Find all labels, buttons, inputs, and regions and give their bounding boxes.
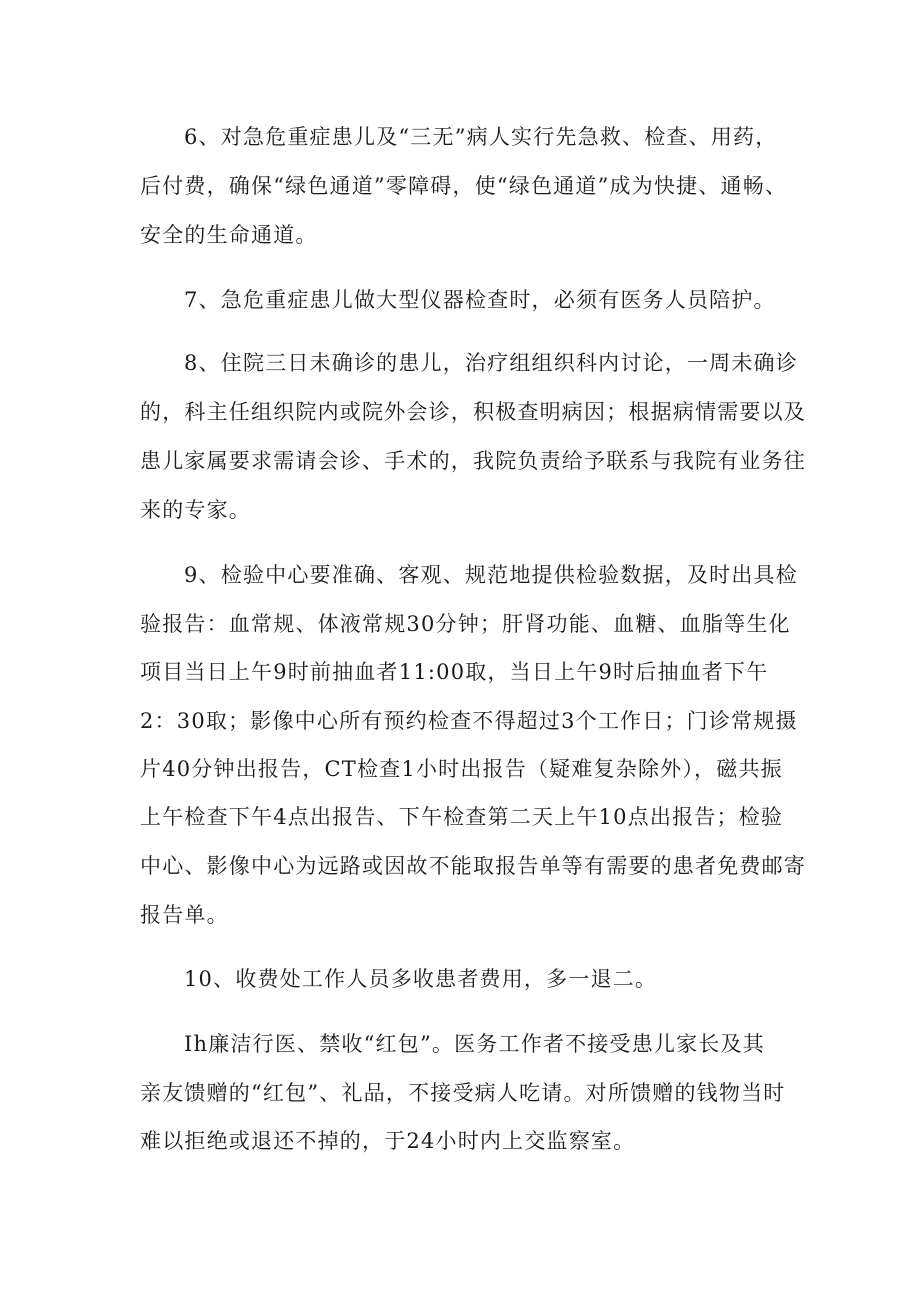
paragraph-line: 8、住院三日未确诊的患儿，治疗组组织科内讨论，一周未确诊 [184, 351, 798, 375]
paragraph-line: 验报告：血常规、体液常规30分钟；肝肾功能、血糖、血脂等生化 [140, 612, 791, 636]
paragraph-line: 的，科主任组织院内或院外会诊，积极查明病因；根据病情需要以及 [140, 400, 806, 424]
paragraph-line: 项目当日上午9时前抽血者11:00取，当日上午9时后抽血者下午 [140, 660, 769, 684]
paragraph-line: 来的专家。 [140, 498, 251, 522]
paragraph-line: Ih廉洁行医、禁收“红包”。医务工作者不接受患儿家长及其 [184, 1032, 765, 1056]
paragraph-line: 10、收费处工作人员多收患者费用，多一退二。 [184, 967, 658, 991]
paragraph-line: 上午检查下午4点出报告、下午检查第二天上午10点出报告；检验 [140, 805, 784, 829]
paragraph-line: 患儿家属要求需请会诊、手术的，我院负责给予联系与我院有业务往 [140, 449, 806, 473]
paragraph-line: 报告单。 [140, 903, 229, 927]
paragraph-line: 后付费，确保“绿色通道”零障碍，使“绿色通道”成为快捷、通畅、 [140, 174, 788, 198]
paragraph-line: 中心、影像中心为远路或因故不能取报告单等有需要的患者免费邮寄 [140, 854, 806, 878]
paragraph-line: 6、对急危重症患儿及“三无”病人实行先急救、检查、用药， [184, 125, 778, 149]
paragraph-line: 片40分钟出报告，CT检查1小时出报告（疑难复杂除外），磁共振 [140, 757, 783, 781]
paragraph-line: 亲友馈赠的“红包”、礼品，不接受病人吃请。对所馈赠的钱物当时 [140, 1081, 786, 1105]
paragraph-line: 9、检验中心要准确、客观、规范地提供检验数据，及时出具检 [184, 563, 798, 587]
paragraph-line: 7、急危重症患儿做大型仪器检查时，必须有医务人员陪护。 [184, 288, 776, 312]
paragraph-line: 2：30取；影像中心所有预约检查不得超过3个工作日；门诊常规摄 [140, 709, 798, 733]
paragraph-line: 难以拒绝或退还不掉的，于24小时内上交监察室。 [140, 1129, 636, 1153]
paragraph-line: 安全的生命通道。 [140, 223, 318, 247]
